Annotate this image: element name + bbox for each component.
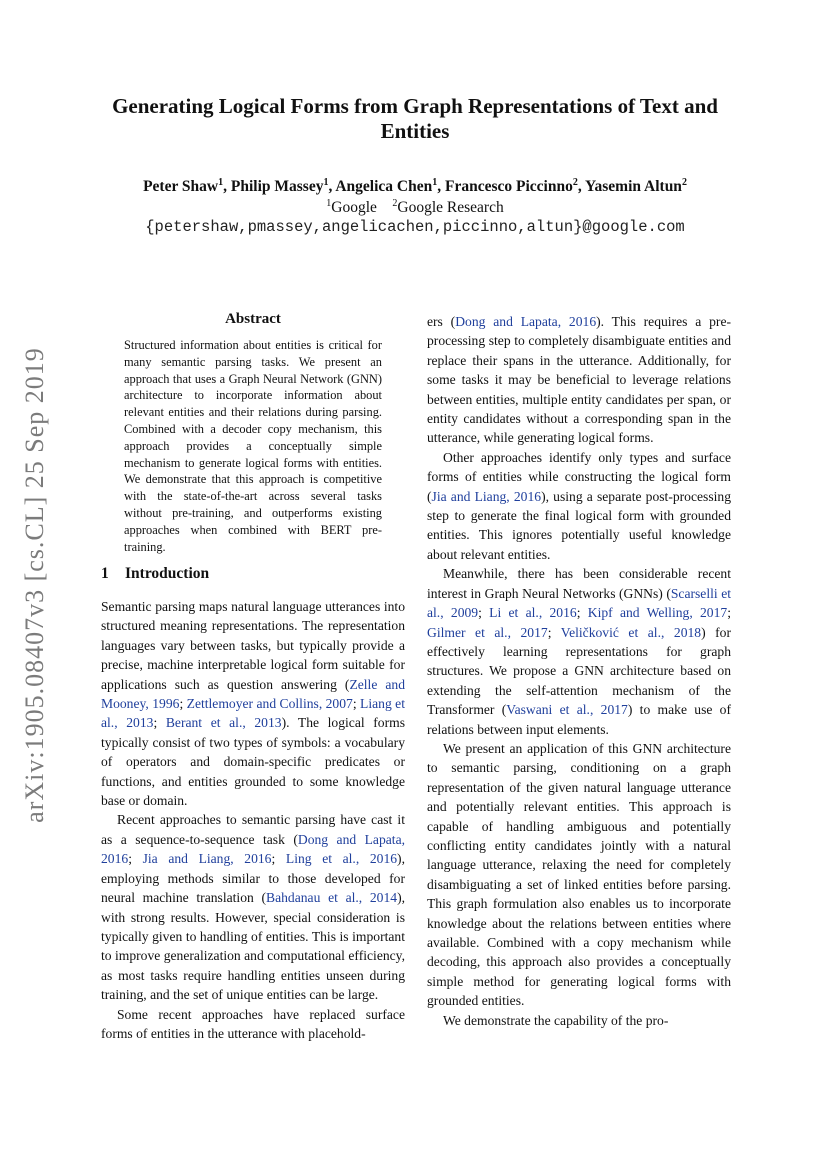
author-name: Francesco Piccinno [444, 178, 573, 195]
citation-link[interactable]: Zelle and Mooney, 1996 [101, 676, 405, 712]
body-paragraph: Recent approaches to semantic parsing have cast it as a sequence-to-sequence task (Dong and Lapata, 2016; Jia and Liang, 2016; Ling et al., 2016), employing methods similar to those developed for neural machine translation (Bahdanau et al., 2014), with strong results. However, special consideration is typically given to handling of entities. This is important to improve generalization and computational efficiency, as most tasks require handling entities unseen during training, and the set of unique entities can be large. [101, 812, 405, 1003]
citation-link[interactable]: Gilmer et al., 2017 [427, 624, 548, 640]
affiliation-name: Google [331, 199, 377, 216]
abstract-heading: Abstract [225, 311, 281, 327]
paper-title [100, 94, 730, 144]
citation-link[interactable]: Dong and Lapata, 2016 [101, 831, 405, 867]
affiliations [80, 199, 750, 217]
author-name: Angelica Chen [335, 178, 433, 195]
affiliation-name: Google Research [397, 199, 504, 216]
citation-link[interactable]: Berant et al., 2013 [165, 715, 282, 731]
author-list: Peter Shaw$^1$, Philip Massey$^1$, Angelica Chen$^1$, Francesco Piccinno$^2$, Yasemin Altun$^2$ [143, 176, 687, 195]
right-column-body [427, 312, 731, 1030]
arxiv-stamp-text: arXiv:1905.08407v3 [cs.CL] 25 Sep 2019 [20, 347, 49, 823]
body-paragraph: We present an application of this GNN architecture to semantic parsing, conditioning on a graph representation of the given natural language utterance and potentially relevant entities. This approach is capable of handling ambiguous and potentially conflicting entity candidates jointly with a natural language utterance, relaxing the need for completely disambiguating a set of linked entities before parsing. This graph formulation also enables us to incorporate knowledge about the relations between entities where available. Combined with a copy mechanism while decoding, this approach also provides a conceptually simple method for generating logical forms with grounded entities. [427, 740, 731, 1009]
body-paragraph: Some recent approaches have replaced surface forms of entities in the utterance with placehold- [101, 1006, 405, 1041]
author-affiliation-mark: 2 [572, 176, 578, 188]
author-affiliation-mark: 2 [681, 176, 687, 188]
body-paragraph: Semantic parsing maps natural language utterances into structured meaning representations. The representation languages vary between tasks, but typically provide a precise, machine interpretable logical form suitable for applications such as question answering (Zelle and Mooney, 1996; Zettlemoyer and Collins, 2007; Liang et al., 2013; Berant et al., 2013). The logical forms typically consist of two types of symbols: a vocabulary of operators and domain-specific predicates or functions, and entities grounded to some knowledge base or domain. [101, 599, 405, 809]
title-line-1: Generating Logical Forms from Graph Representations of Text and [112, 94, 718, 118]
citation-link[interactable]: Bahdanau et al., 2014 [266, 890, 398, 906]
author-name: Philip Massey [230, 178, 324, 195]
affiliation-mark: 1 [326, 197, 332, 209]
citation-link[interactable]: Kipf and Welling, 2017 [587, 605, 728, 621]
section-number: 1 [101, 565, 109, 582]
author-name: Peter Shaw [143, 178, 219, 195]
title-line-2: Entities [380, 119, 450, 143]
citation-link[interactable]: Zettlemoyer and Collins, 2007 [186, 696, 353, 712]
citation-link[interactable]: Scarselli et al., 2009 [427, 585, 731, 621]
citation-link[interactable]: Dong and Lapata, 2016 [455, 314, 597, 329]
citation-link[interactable]: Li et al., 2016 [489, 605, 577, 621]
affiliation-mark: 2 [392, 197, 398, 209]
abstract-text: Structured information about entities is critical for many semantic parsing tasks. We present an approach that uses a Graph Neural Network (GNN) architecture to incorporate information about relevant entities and their relations during parsing. Combined with a decoder copy mechanism, this approach provides a conceptually simple mechanism to generate logical forms with entities. We demonstrate that this approach is competitive with the state-of-the-art across several tasks without pre-training, and outperforms existing approaches when combined with BERT pre-training. [124, 338, 382, 554]
author-emails: {petershaw,pmassey,angelicachen,piccinno,altun}@google.com [145, 218, 685, 236]
citation-link[interactable]: Liang et al., 2013 [101, 696, 405, 731]
section-heading [101, 565, 209, 583]
citation-link[interactable]: Vaswani et al., 2017 [506, 702, 628, 718]
citation-link[interactable]: Veličković et al., 2018 [560, 624, 702, 640]
body-paragraph: ers (Dong and Lapata, 2016). This requires a pre-processing step to completely disambiguate entities and replace their spans in the utterance. Additionally, for some tasks it may be beneficial to leverage relations between entities, multiple entity candidates per span, or entity candidates without a corresponding span in the utterance, while generating logical forms. [427, 314, 731, 446]
citation-link[interactable]: Jia and Liang, 2016 [142, 851, 272, 867]
body-paragraph: We demonstrate the capability of the pro- [443, 1012, 669, 1028]
left-column-body [101, 597, 405, 1043]
author-name: Yasemin Altun [585, 178, 682, 195]
citation-link[interactable]: Jia and Liang, 2016 [431, 488, 542, 504]
author-affiliation-mark: 1 [432, 176, 438, 188]
citation-link[interactable]: Ling et al., 2016 [285, 851, 398, 867]
author-affiliation-mark: 1 [218, 176, 224, 188]
body-paragraph: Meanwhile, there has been considerable recent interest in Graph Neural Networks (GNNs) (Scarselli et al., 2009; Li et al., 2016; Kipf and Welling, 2017; Gilmer et al., 2017; Veličković et al., 2018) for effectively learning representations for graph structures. We propose a GNN architecture based on extending the self-attention mechanism of the Transformer (Vaswani et al., 2017) to make use of relations between input elements. [427, 566, 732, 737]
section-title: Introduction [125, 565, 210, 582]
body-paragraph: Other approaches identify only types and surface forms of entities while constructing the logical form (Jia and Liang, 2016), using a separate post-processing step to generate the final logical form with grounded entities. This ignores potentially useful knowledge about relevant entities. [427, 449, 731, 562]
author-affiliation-mark: 1 [323, 176, 329, 188]
